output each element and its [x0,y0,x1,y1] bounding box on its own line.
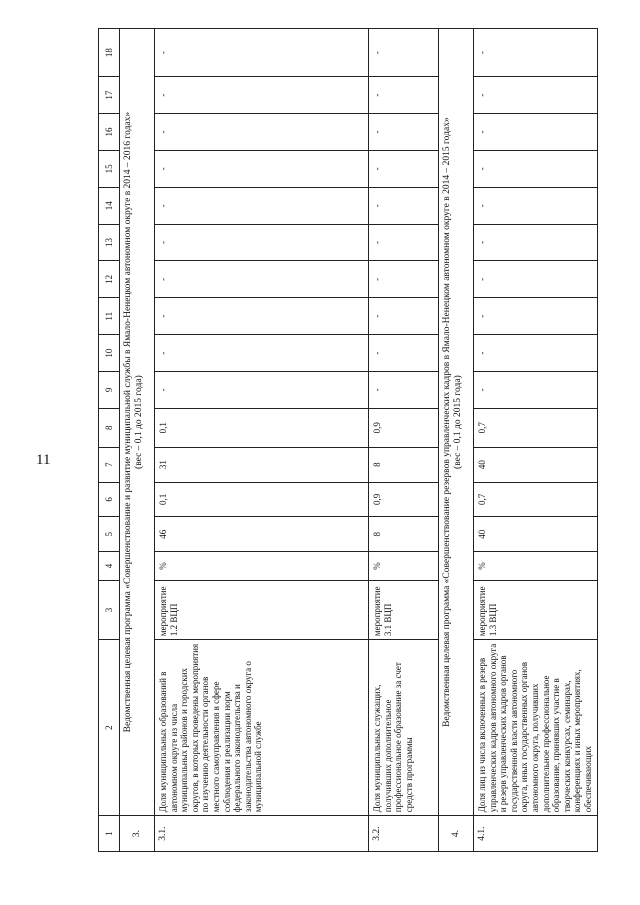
table-row [155,29,369,852]
value-cell: - [155,224,369,261]
col-num: 16 [99,114,120,151]
value-cell: - [369,29,439,77]
value-cell: - [369,77,439,114]
indicator-name: Доля муниципальных образований в автономном округе из числа муниципальных районов и городских округов, в которых проведены мероприятия по изучению деятельности органов местного самоуправления в сфере соблюдения и реализации норм федерального законодательства и законодательства автономного округа о муниципальной службе [155,640,369,816]
value-cell: - [369,371,439,408]
section-number: 4. [439,816,474,852]
value-cell: - [369,335,439,372]
value-cell: - [474,335,598,372]
value-cell: 40 [474,447,598,482]
value-cell: - [369,224,439,261]
value-cell: - [155,335,369,372]
indicator-source: мероприятие 1.3 ВЦП [474,580,598,639]
col-num: 13 [99,224,120,261]
indicator-name: Доля муниципальных служащих, получивших дополнительное профессиональное образование за счет средств программы [369,640,439,816]
value-cell: 0,1 [155,408,369,447]
value-cell: 46 [155,517,369,552]
value-cell: - [474,29,598,77]
value-cell: - [155,150,369,187]
col-num: 1 [99,816,120,852]
col-num: 17 [99,77,120,114]
value-cell: - [369,114,439,151]
section-weight: (вес – 0,1 до 2015 года) [134,375,144,469]
section-title [439,29,474,816]
section-title-text: Ведомственная целевая программа «Совершенствование и развитие муниципальной службы в Ямало-Ненецком автономном округе в 2014 – 2016 годах» [123,111,133,733]
section-number: 3. [120,816,155,852]
indicators-table [98,28,598,852]
value-cell: - [474,261,598,298]
section-row [120,29,155,852]
col-num: 6 [99,482,120,517]
col-num: 10 [99,335,120,372]
value-cell: 0,7 [474,482,598,517]
value-cell: 8 [369,447,439,482]
value-cell: - [474,187,598,224]
value-cell: - [155,371,369,408]
row-number: 3.2. [369,816,439,852]
col-num: 15 [99,150,120,187]
section-row [439,29,474,852]
value-cell: 8 [369,517,439,552]
value-cell: - [474,114,598,151]
value-cell: - [155,261,369,298]
value-cell: - [369,187,439,224]
section-title-text: Ведомственная целевая программа «Совершенствование резервов управленческих кадров в Ямало-Ненецком автономном округе в 2014 – 2015 годах» [442,117,452,727]
value-cell: - [474,298,598,335]
rotated-table-sheet [98,28,593,852]
value-cell: - [474,371,598,408]
value-cell: 0,1 [155,482,369,517]
value-cell: - [369,261,439,298]
indicator-source: мероприятие 3.1 ВЦП [369,580,439,639]
unit: % [369,552,439,581]
column-number-row [99,29,120,852]
col-num: 7 [99,447,120,482]
value-cell: - [155,114,369,151]
section-title [120,29,155,816]
col-num: 5 [99,517,120,552]
table-row [474,29,598,852]
row-number: 4.1. [474,816,598,852]
section-weight: (вес – 0,1 до 2015 года) [453,375,463,469]
col-num: 8 [99,408,120,447]
unit: % [474,552,598,581]
indicator-source: мероприятие 1.2 ВЦП [155,580,369,639]
col-num: 3 [99,580,120,639]
value-cell: 0,9 [369,482,439,517]
table-row [369,29,439,852]
value-cell: 40 [474,517,598,552]
col-num: 14 [99,187,120,224]
value-cell: - [474,150,598,187]
value-cell: - [474,224,598,261]
value-cell: - [369,150,439,187]
col-num: 9 [99,371,120,408]
value-cell: - [155,29,369,77]
col-num: 18 [99,29,120,77]
col-num: 12 [99,261,120,298]
col-num: 4 [99,552,120,581]
col-num: 2 [99,640,120,816]
value-cell: - [474,77,598,114]
unit: % [155,552,369,581]
value-cell: - [155,77,369,114]
row-number: 3.1. [155,816,369,852]
page-number: 11 [36,452,51,468]
value-cell: - [155,298,369,335]
value-cell: - [369,298,439,335]
value-cell: - [155,187,369,224]
value-cell: 0,9 [369,408,439,447]
value-cell: 31 [155,447,369,482]
indicator-name: Доля лиц из числа включенных в резерв управленческих кадров автономного округа и резерв управленческих кадров органов государственной власти автономного округа, иных государственных органов автономного округа, получивших дополнительное профессиональное образование, принявших участие в творческих конкурсах, семинарах, конференциях и иных мероприятиях, обеспечивающих [474,640,598,816]
value-cell: 0,7 [474,408,598,447]
col-num: 11 [99,298,120,335]
